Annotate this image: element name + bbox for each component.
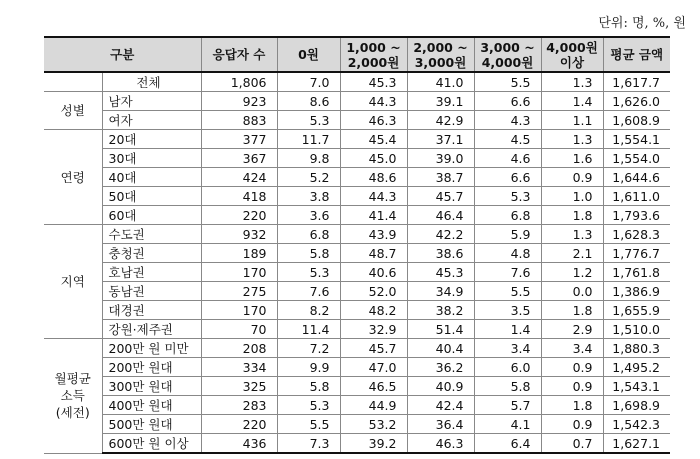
row-label: 50대 xyxy=(102,187,201,206)
cell: 9.9 xyxy=(277,358,340,377)
cell: 38.7 xyxy=(407,168,474,187)
cell: 11.7 xyxy=(277,130,340,149)
cell: 6.0 xyxy=(474,358,541,377)
table-row xyxy=(44,225,670,244)
header-4000-plus-text: 4,000원 이상 xyxy=(546,39,598,70)
cell: 1.3 xyxy=(541,130,603,149)
row-label: 200만 원대 xyxy=(102,358,201,377)
cell: 40.6 xyxy=(340,263,407,282)
row-label: 200만 원 미만 xyxy=(102,339,201,358)
cell: 3.5 xyxy=(474,301,541,320)
cell: 883 xyxy=(201,111,277,130)
cell: 39.2 xyxy=(340,434,407,454)
cell: 2.1 xyxy=(541,244,603,263)
table-row xyxy=(44,301,670,320)
cell: 1,698.9 xyxy=(603,396,670,415)
group-age: 연령 xyxy=(44,130,102,225)
cell: 44.3 xyxy=(340,92,407,111)
cell: 42.9 xyxy=(407,111,474,130)
table-row xyxy=(44,72,670,92)
cell: 1.4 xyxy=(541,92,603,111)
cell: 367 xyxy=(201,149,277,168)
cell: 34.9 xyxy=(407,282,474,301)
cell: 45.0 xyxy=(340,149,407,168)
cell: 1.8 xyxy=(541,206,603,225)
cell: 7.3 xyxy=(277,434,340,454)
cell: 45.4 xyxy=(340,130,407,149)
cell: 5.3 xyxy=(277,263,340,282)
cell: 1,627.1 xyxy=(603,434,670,454)
cell: 1.1 xyxy=(541,111,603,130)
cell: 283 xyxy=(201,396,277,415)
cell: 1,542.3 xyxy=(603,415,670,434)
cell: 1,608.9 xyxy=(603,111,670,130)
table-row xyxy=(44,244,670,263)
cell: 37.1 xyxy=(407,130,474,149)
cell: 46.5 xyxy=(340,377,407,396)
cell: 418 xyxy=(201,187,277,206)
header-row xyxy=(44,37,670,72)
cell: 5.8 xyxy=(277,244,340,263)
table-row xyxy=(44,434,670,454)
row-label: 전체 xyxy=(102,72,201,92)
cell: 1,793.6 xyxy=(603,206,670,225)
cell: 1,761.8 xyxy=(603,263,670,282)
table-row xyxy=(44,377,670,396)
header-2000-3000-text: 2,000 ~ 3,000원 xyxy=(413,39,468,70)
cell: 1,554.0 xyxy=(603,149,670,168)
unit-label: 단위: 명, %, 원 xyxy=(598,16,686,31)
cell: 275 xyxy=(201,282,277,301)
cell: 4.3 xyxy=(474,111,541,130)
cell: 220 xyxy=(201,206,277,225)
cell: 5.5 xyxy=(277,415,340,434)
cell: 6.8 xyxy=(474,206,541,225)
cell: 5.3 xyxy=(474,187,541,206)
cell: 3.8 xyxy=(277,187,340,206)
cell: 1,386.9 xyxy=(603,282,670,301)
cell: 5.7 xyxy=(474,396,541,415)
row-label: 600만 원 이상 xyxy=(102,434,201,454)
header-4000-plus xyxy=(541,37,603,72)
cell: 1.3 xyxy=(541,225,603,244)
cell: 7.0 xyxy=(277,72,340,92)
cell: 52.0 xyxy=(340,282,407,301)
cell: 1,554.1 xyxy=(603,130,670,149)
cell: 43.9 xyxy=(340,225,407,244)
cell: 7.2 xyxy=(277,339,340,358)
cell: 2.9 xyxy=(541,320,603,339)
cell: 40.9 xyxy=(407,377,474,396)
cell: 6.8 xyxy=(277,225,340,244)
cell: 5.8 xyxy=(277,377,340,396)
cell: 5.2 xyxy=(277,168,340,187)
cell: 70 xyxy=(201,320,277,339)
row-label: 강원·제주권 xyxy=(102,320,201,339)
cell: 45.3 xyxy=(340,72,407,92)
cell: 39.1 xyxy=(407,92,474,111)
cell: 38.2 xyxy=(407,301,474,320)
table-row xyxy=(44,130,670,149)
cell: 923 xyxy=(201,92,277,111)
cell: 8.2 xyxy=(277,301,340,320)
cell: 3.6 xyxy=(277,206,340,225)
cell: 1.4 xyxy=(474,320,541,339)
table-row xyxy=(44,206,670,225)
cell: 0.9 xyxy=(541,415,603,434)
cell: 7.6 xyxy=(474,263,541,282)
cell: 5.3 xyxy=(277,396,340,415)
header-category: 구분 xyxy=(44,37,201,72)
cell: 3.4 xyxy=(474,339,541,358)
cell: 0.7 xyxy=(541,434,603,454)
cell: 41.4 xyxy=(340,206,407,225)
cell: 1,510.0 xyxy=(603,320,670,339)
cell: 7.6 xyxy=(277,282,340,301)
table-row xyxy=(44,168,670,187)
cell: 0.9 xyxy=(541,168,603,187)
cell: 932 xyxy=(201,225,277,244)
cell: 1.3 xyxy=(541,72,603,92)
group-region: 지역 xyxy=(44,225,102,339)
cell: 3.4 xyxy=(541,339,603,358)
cell: 1,611.0 xyxy=(603,187,670,206)
cell: 1,644.6 xyxy=(603,168,670,187)
cell: 5.3 xyxy=(277,111,340,130)
cell: 1,495.2 xyxy=(603,358,670,377)
table-row xyxy=(44,111,670,130)
cell: 46.4 xyxy=(407,206,474,225)
table-row xyxy=(44,358,670,377)
cell: 9.8 xyxy=(277,149,340,168)
cell: 4.1 xyxy=(474,415,541,434)
group-income-line2: 소득 xyxy=(60,388,85,404)
cell: 1.8 xyxy=(541,301,603,320)
row-label: 충청권 xyxy=(102,244,201,263)
row-label: 500만 원대 xyxy=(102,415,201,434)
row-label: 호남권 xyxy=(102,263,201,282)
cell: 36.4 xyxy=(407,415,474,434)
cell: 42.4 xyxy=(407,396,474,415)
cell: 48.7 xyxy=(340,244,407,263)
cell: 1,617.7 xyxy=(603,72,670,92)
table-row xyxy=(44,92,670,111)
table-row xyxy=(44,282,670,301)
cell: 170 xyxy=(201,301,277,320)
cell: 45.7 xyxy=(407,187,474,206)
cell: 4.8 xyxy=(474,244,541,263)
cell: 325 xyxy=(201,377,277,396)
cell: 45.7 xyxy=(340,339,407,358)
group-gender: 성별 xyxy=(44,92,102,130)
group-income-line1: 월평균 xyxy=(54,371,91,387)
cell: 32.9 xyxy=(340,320,407,339)
cell: 51.4 xyxy=(407,320,474,339)
row-label: 여자 xyxy=(102,111,201,130)
cell: 5.9 xyxy=(474,225,541,244)
header-average: 평균 금액 xyxy=(603,37,670,72)
cell: 208 xyxy=(201,339,277,358)
header-3000-4000-text: 3,000 ~ 4,000원 xyxy=(480,39,535,70)
cell: 1,655.9 xyxy=(603,301,670,320)
cell: 41.0 xyxy=(407,72,474,92)
cell: 36.2 xyxy=(407,358,474,377)
cell: 48.2 xyxy=(340,301,407,320)
cell: 47.0 xyxy=(340,358,407,377)
cell: 0.0 xyxy=(541,282,603,301)
table-row xyxy=(44,339,670,358)
cell: 6.6 xyxy=(474,168,541,187)
cell: 39.0 xyxy=(407,149,474,168)
header-3000-4000 xyxy=(474,37,541,72)
table-row xyxy=(44,320,670,339)
cell: 1,626.0 xyxy=(603,92,670,111)
cell: 424 xyxy=(201,168,277,187)
cell: 53.2 xyxy=(340,415,407,434)
cell: 11.4 xyxy=(277,320,340,339)
header-respondents: 응답자 수 xyxy=(201,37,277,72)
cell: 1.0 xyxy=(541,187,603,206)
row-label: 60대 xyxy=(102,206,201,225)
header-zero-won: 0원 xyxy=(277,37,340,72)
survey-table xyxy=(44,36,670,454)
header-1000-2000 xyxy=(340,37,407,72)
cell: 5.8 xyxy=(474,377,541,396)
cell: 45.3 xyxy=(407,263,474,282)
cell: 0.9 xyxy=(541,377,603,396)
row-label: 300만 원대 xyxy=(102,377,201,396)
row-label: 대경권 xyxy=(102,301,201,320)
cell: 1.2 xyxy=(541,263,603,282)
table-row xyxy=(44,415,670,434)
cell: 0.9 xyxy=(541,358,603,377)
cell: 1,628.3 xyxy=(603,225,670,244)
cell: 1,543.1 xyxy=(603,377,670,396)
cell: 1,880.3 xyxy=(603,339,670,358)
row-label: 400만 원대 xyxy=(102,396,201,415)
cell: 4.6 xyxy=(474,149,541,168)
table-row xyxy=(44,187,670,206)
cell: 42.2 xyxy=(407,225,474,244)
group-income-line3: (세전) xyxy=(55,405,90,421)
cell: 220 xyxy=(201,415,277,434)
cell: 6.6 xyxy=(474,92,541,111)
cell: 377 xyxy=(201,130,277,149)
row-label: 30대 xyxy=(102,149,201,168)
cell: 170 xyxy=(201,263,277,282)
cell: 46.3 xyxy=(407,434,474,454)
cell: 4.5 xyxy=(474,130,541,149)
cell: 5.5 xyxy=(474,282,541,301)
row-label: 남자 xyxy=(102,92,201,111)
cell: 5.5 xyxy=(474,72,541,92)
row-label: 동남권 xyxy=(102,282,201,301)
group-cell-empty xyxy=(44,72,102,92)
table-row xyxy=(44,149,670,168)
cell: 6.4 xyxy=(474,434,541,454)
cell: 334 xyxy=(201,358,277,377)
header-2000-3000 xyxy=(407,37,474,72)
row-label: 40대 xyxy=(102,168,201,187)
group-income xyxy=(44,339,102,454)
table-row xyxy=(44,396,670,415)
cell: 8.6 xyxy=(277,92,340,111)
header-1000-2000-text: 1,000 ~ 2,000원 xyxy=(346,39,401,70)
row-label: 20대 xyxy=(102,130,201,149)
cell: 44.3 xyxy=(340,187,407,206)
cell: 38.6 xyxy=(407,244,474,263)
cell: 40.4 xyxy=(407,339,474,358)
cell: 189 xyxy=(201,244,277,263)
cell: 44.9 xyxy=(340,396,407,415)
cell: 1.8 xyxy=(541,396,603,415)
cell: 46.3 xyxy=(340,111,407,130)
table-row xyxy=(44,263,670,282)
row-label: 수도권 xyxy=(102,225,201,244)
cell: 1.6 xyxy=(541,149,603,168)
cell: 436 xyxy=(201,434,277,454)
cell: 1,776.7 xyxy=(603,244,670,263)
cell: 48.6 xyxy=(340,168,407,187)
cell: 1,806 xyxy=(201,72,277,92)
